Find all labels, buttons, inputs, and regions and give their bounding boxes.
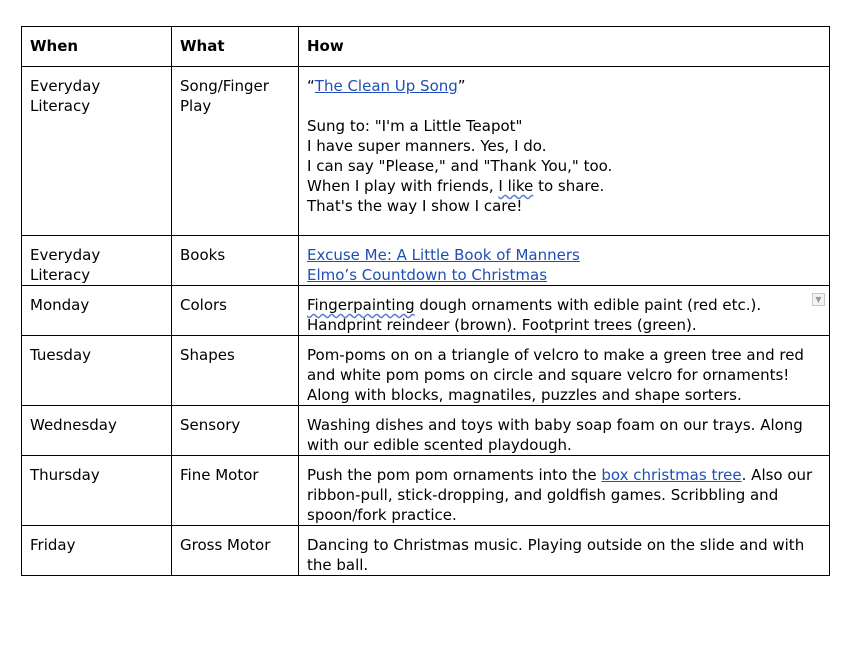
header-row (22, 27, 830, 67)
song-text: When I play with friends, (307, 177, 499, 195)
open-quote: “ (307, 77, 315, 95)
box-christmas-tree-link[interactable]: box christmas tree (601, 466, 742, 484)
what-cell: Gross Motor (172, 526, 299, 576)
song-title-line (307, 76, 821, 96)
close-quote: ” (457, 77, 466, 95)
how-cell: Dancing to Christmas music. Playing outside on the slide and with the ball. (299, 526, 830, 576)
what-cell: Song/Finger Play (172, 67, 299, 236)
spellcheck-word: Fingerpainting (307, 296, 415, 314)
how-text: . Also our ribbon-pull, stick-dropping, and goldfish games. Scribbling and spoon/fork practice. (307, 466, 813, 524)
when-cell: Friday (22, 526, 172, 576)
elmo-countdown-book-link[interactable]: Elmo’s Countdown to Christmas (307, 266, 548, 284)
when-cell: Everyday Literacy (22, 67, 172, 236)
when-cell: Monday (22, 286, 172, 336)
how-cell (299, 67, 830, 236)
header-when: When (22, 27, 172, 67)
song-line: I can say "Please," and "Thank You," too. (307, 157, 613, 175)
what-cell: Books (172, 236, 299, 286)
song-line: Sung to: "I'm a Little Teapot" (307, 117, 523, 135)
table-row (22, 526, 830, 576)
lesson-plan-table (21, 26, 830, 576)
table-row (22, 236, 830, 286)
how-cell (299, 236, 830, 286)
how-cell (299, 286, 830, 336)
table-row (22, 286, 830, 336)
song-line: That's the way I show I care! (307, 197, 523, 215)
when-cell: Thursday (22, 456, 172, 526)
how-text: dough ornaments with edible paint (red etc.). Handprint reindeer (brown). Footprint trees (green). (307, 296, 762, 334)
header-how: How (299, 27, 830, 67)
when-cell: Everyday Literacy (22, 236, 172, 286)
spellcheck-word: I like (498, 177, 534, 195)
spacer (307, 96, 821, 116)
when-cell: Wednesday (22, 406, 172, 456)
how-cell: Washing dishes and toys with baby soap foam on our trays. Along with our edible scented playdough. (299, 406, 830, 456)
dropdown-arrow-icon[interactable]: ▼ (812, 293, 825, 306)
table-row (22, 67, 830, 236)
header-what: What (172, 27, 299, 67)
clean-up-song-link[interactable]: The Clean Up Song (314, 77, 458, 95)
song-text: to share. (533, 177, 605, 195)
table-row (22, 336, 830, 406)
song-line: I have super manners. Yes, I do. (307, 137, 547, 155)
how-cell: Pom-poms on on a triangle of velcro to make a green tree and red and white pom poms on circle and square velcro for ornaments! Along with blocks, magnatiles, puzzles and shape sorters. (299, 336, 830, 406)
what-cell: Fine Motor (172, 456, 299, 526)
how-cell (299, 456, 830, 526)
excuse-me-book-link[interactable]: Excuse Me: A Little Book of Manners (307, 246, 580, 264)
what-cell: Sensory (172, 406, 299, 456)
song-line (307, 176, 821, 196)
when-cell: Tuesday (22, 336, 172, 406)
table-row (22, 456, 830, 526)
table-row (22, 406, 830, 456)
what-cell: Shapes (172, 336, 299, 406)
what-cell: Colors (172, 286, 299, 336)
how-text: Push the pom pom ornaments into the (307, 466, 602, 484)
